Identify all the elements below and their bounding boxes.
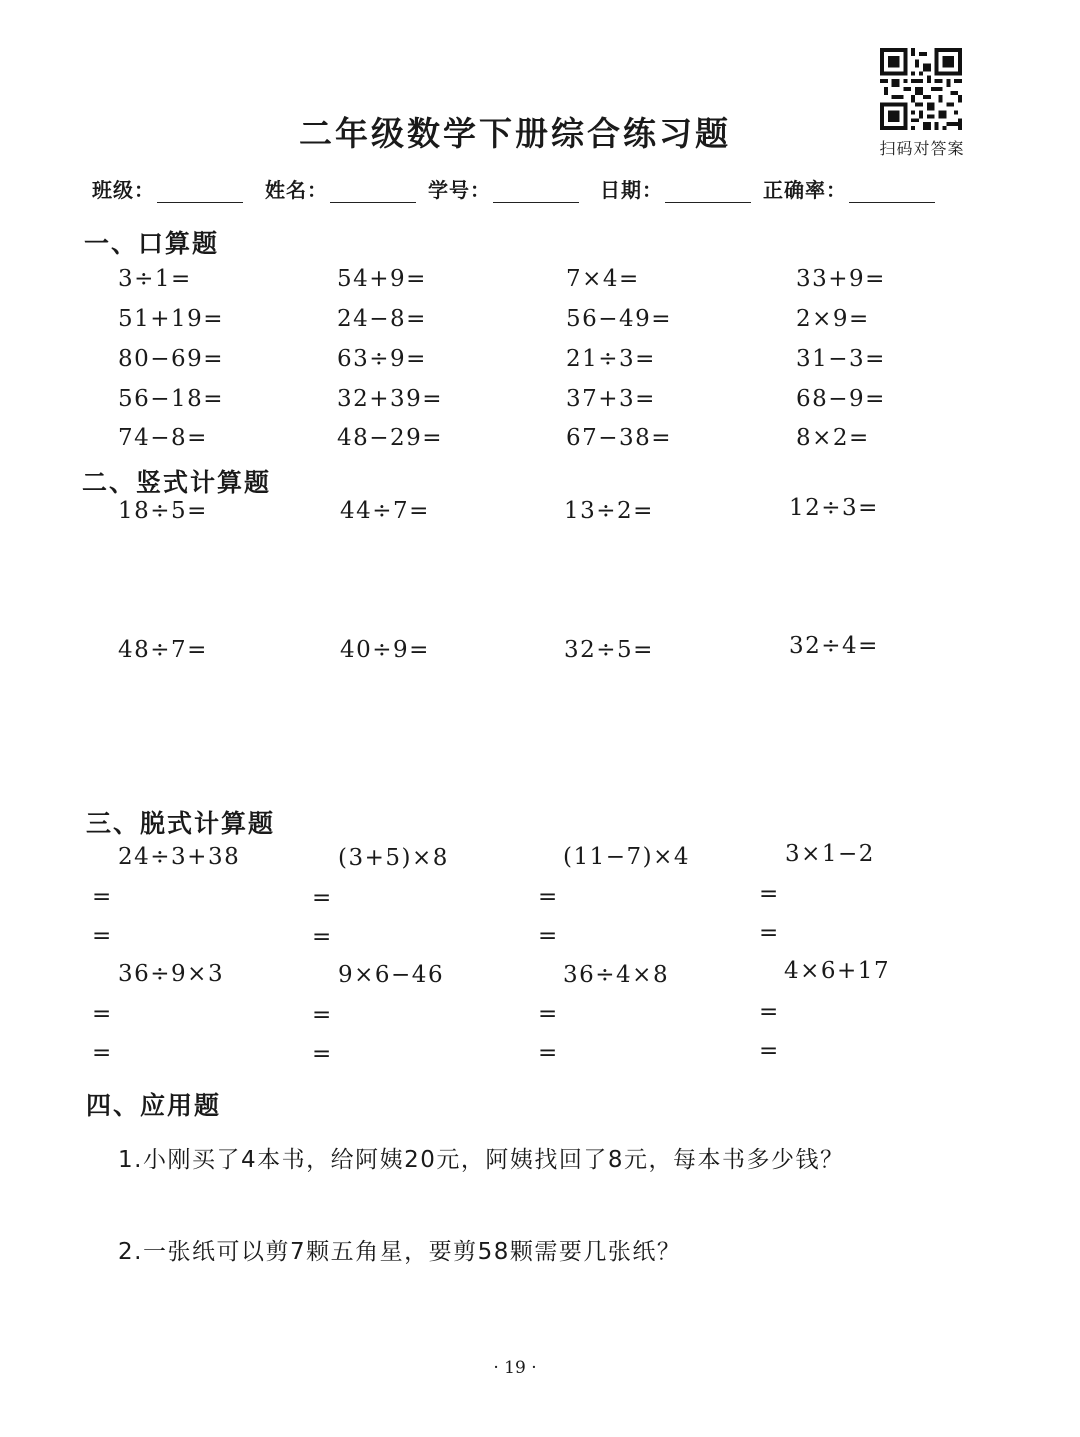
equals-sign: =: [538, 1040, 558, 1066]
oral-problem: 63÷9=: [337, 346, 427, 372]
oral-problem: 80−69=: [118, 346, 225, 372]
stepwise-problem: 3×1−2: [785, 841, 875, 867]
equals-sign: =: [312, 1041, 332, 1067]
equals-sign: =: [92, 884, 112, 910]
oral-problem: 8×2=: [796, 425, 870, 451]
oral-problem: 54+9=: [337, 266, 427, 292]
section-heading-oral: 一、口算题: [84, 229, 220, 258]
stepwise-problem: (3+5)×8: [338, 845, 449, 871]
oral-problem: 37+3=: [566, 386, 656, 412]
vertical-problem: 12÷3=: [789, 495, 879, 521]
equals-sign: =: [312, 885, 332, 911]
section-heading-vertical: 二、竖式计算题: [82, 468, 272, 497]
word-problem-1: 1.小刚买了4本书，给阿姨20元，阿姨找回了8元，每本书多少钱？: [118, 1147, 845, 1173]
equals-sign: =: [759, 920, 779, 946]
oral-problem: 7×4=: [566, 266, 640, 292]
equals-sign: =: [759, 999, 779, 1025]
name-label: 姓名：: [265, 178, 328, 202]
page-title: 二年级数学下册综合练习题: [299, 114, 731, 153]
equals-sign: =: [759, 1038, 779, 1064]
equals-sign: =: [759, 881, 779, 907]
word-problem-2: 2.一张纸可以剪7颗五角星，要剪58颗需要几张纸？: [118, 1239, 682, 1265]
equals-sign: =: [92, 1001, 112, 1027]
class-field[interactable]: [92, 174, 243, 203]
stepwise-problem: (11−7)×4: [563, 844, 691, 870]
vertical-problem: 13÷2=: [564, 498, 654, 524]
accuracy-blank[interactable]: [849, 180, 935, 203]
oral-problem: 2×9=: [796, 306, 870, 332]
equals-sign: =: [312, 924, 332, 950]
name-field[interactable]: [265, 174, 416, 203]
equals-sign: =: [92, 1040, 112, 1066]
qr-caption: 扫码对答案: [879, 139, 965, 158]
vertical-problem: 32÷4=: [789, 633, 879, 659]
stepwise-problem: 9×6−46: [338, 962, 445, 988]
equals-sign: =: [538, 1001, 558, 1027]
student-id-blank[interactable]: [493, 180, 579, 203]
oral-problem: 31−3=: [796, 346, 886, 372]
oral-problem: 24−8=: [337, 306, 427, 332]
equals-sign: =: [538, 884, 558, 910]
student-id-field[interactable]: [428, 174, 579, 203]
name-blank[interactable]: [330, 180, 416, 203]
oral-problem: 48−29=: [337, 425, 444, 451]
equals-sign: =: [92, 923, 112, 949]
oral-problem: 56−49=: [566, 306, 673, 332]
stepwise-problem: 36÷9×3: [118, 961, 225, 987]
vertical-problem: 40÷9=: [340, 637, 430, 663]
date-blank[interactable]: [665, 180, 751, 203]
oral-problem: 32+39=: [337, 386, 444, 412]
qr-code-icon: [880, 48, 962, 130]
class-label: 班级：: [92, 178, 155, 202]
equals-sign: =: [312, 1002, 332, 1028]
vertical-problem: 48÷7=: [118, 637, 208, 663]
vertical-problem: 44÷7=: [340, 498, 430, 524]
stepwise-problem: 24÷3+38: [118, 844, 241, 870]
oral-problem: 21÷3=: [566, 346, 656, 372]
oral-problem: 3÷1=: [118, 266, 192, 292]
oral-problem: 51+19=: [118, 306, 225, 332]
equals-sign: =: [538, 923, 558, 949]
page-number: · 19 ·: [493, 1358, 537, 1378]
student-id-label: 学号：: [428, 178, 491, 202]
class-blank[interactable]: [157, 180, 243, 203]
section-heading-application: 四、应用题: [86, 1091, 222, 1120]
oral-problem: 56−18=: [118, 386, 225, 412]
vertical-problem: 32÷5=: [564, 637, 654, 663]
oral-problem: 68−9=: [796, 386, 886, 412]
oral-problem: 67−38=: [566, 425, 673, 451]
accuracy-field[interactable]: [763, 174, 935, 203]
accuracy-label: 正确率：: [763, 178, 847, 202]
oral-problem: 74−8=: [118, 425, 208, 451]
date-field[interactable]: [600, 174, 751, 203]
oral-problem: 33+9=: [796, 266, 886, 292]
stepwise-problem: 4×6+17: [784, 958, 891, 984]
section-heading-stepwise: 三、脱式计算题: [86, 809, 276, 838]
date-label: 日期：: [600, 178, 663, 202]
vertical-problem: 18÷5=: [118, 498, 208, 524]
stepwise-problem: 36÷4×8: [563, 962, 670, 988]
